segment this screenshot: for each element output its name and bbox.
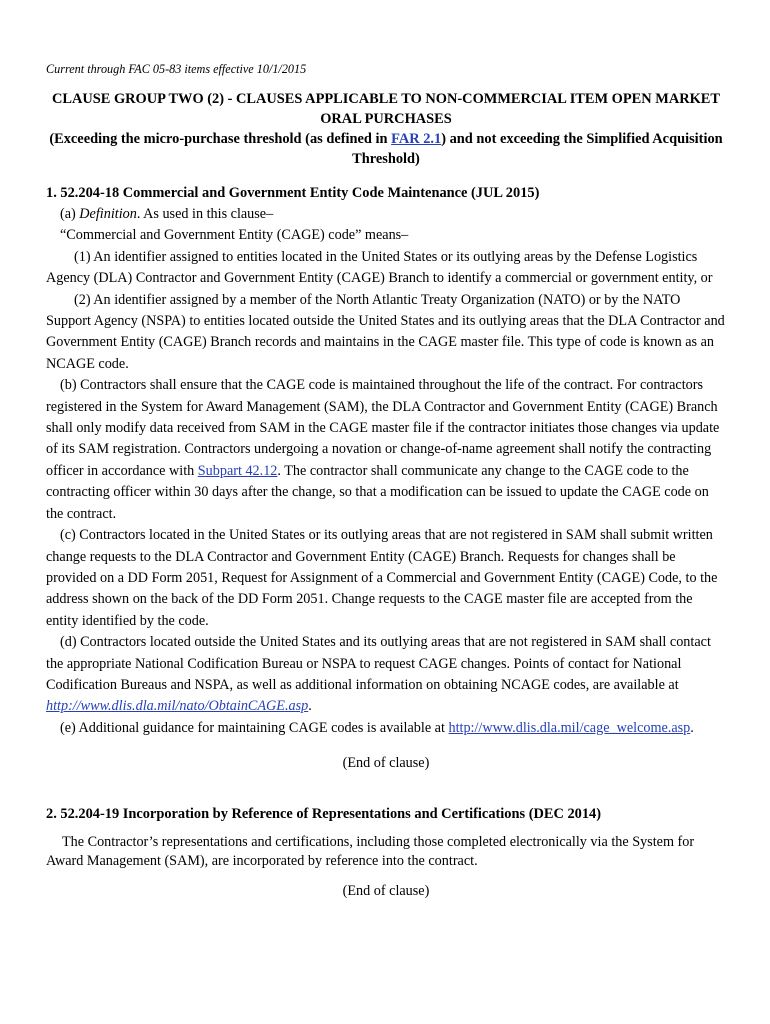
- section-1-heading: 1. 52.204-18 Commercial and Government Entity Code Maintenance (JUL 2015): [46, 185, 540, 201]
- paragraph-b-text-end: . The contractor shall communicate any change to the CAGE code to the contracting officer within 30 days after the change, so that a modification can be issued to update the CAGE code on the contract.: [46, 462, 709, 522]
- definition-term: Definition: [79, 206, 137, 222]
- definition-item-1: (1) An identifier assigned to entities located in the United States or its outlying areas by the Defense Logistics Agency (DLA) Contractor and Government Entity (CAGE) Branch to identify a commercial or government entity, or: [46, 248, 713, 287]
- cage-welcome-link[interactable]: http://www.dlis.dla.mil/cage_welcome.asp: [448, 719, 691, 736]
- paragraph-b: [46, 375, 726, 525]
- subpart-42-12-link[interactable]: Subpart 42.12: [197, 462, 278, 479]
- clause-group-title: [46, 89, 726, 169]
- paragraph-a-text: . As used in this clause–: [136, 206, 274, 222]
- far-2-1-link[interactable]: FAR 2.1: [391, 131, 442, 147]
- definition-item-2: (2) An identifier assigned by a member of the North Atlantic Treaty Organization (NATO) or by the NATO Support Agency (NSPA) to entities located outside the United States and its outlying areas that the DLA Contractor and Government Entity (CAGE) Branch records and maintains in the CAGE master file. This type of code is known as an NCAGE code.: [46, 291, 725, 372]
- paragraph-e: [46, 718, 726, 739]
- document-page: [46, 62, 726, 902]
- paragraph-b-text: (b) Contractors shall ensure that the CAGE code is maintained throughout the life of the contract. For contractors registered in the System for Award Management (SAM), the DLA Contractor and Government Entity (CAGE) Branch shall only modify data received from SAM in the CAGE master file if the contractor initiates those changes via update of its SAM registration. Contractors undergoing a novation or change-of-name agreement shall notify the contracting officer in accordance with: [46, 377, 720, 479]
- paragraph-c: (c) Contractors located in the United States or its outlying areas that are not registered in SAM shall submit written change requests to the DLA Contractor and Government Entity (CAGE) Branch. Requests for changes shall be provided on a DD Form 2051, Request for Assignment of a Commercial and Government Entity (CAGE) Code, to the address shown on the back of the DD Form 2051. Change requests to the CAGE master file are accepted from the entity identified by the code.: [46, 527, 718, 629]
- title-line-2: [46, 129, 726, 169]
- paragraph-d: [46, 632, 726, 718]
- paragraph-e-text: (e) Additional guidance for maintaining CAGE codes is available at: [60, 719, 449, 736]
- end-of-clause-2: (End of clause): [342, 883, 430, 900]
- end-of-clause-1: (End of clause): [342, 755, 430, 772]
- section-2-body: The Contractor’s representations and certifications, including those completed electronically via the System for Award Management (SAM), are incorporated by reference into the contract.: [46, 834, 695, 870]
- paragraph-e-text-end: .: [690, 719, 694, 736]
- paragraph-a: [46, 204, 726, 225]
- title-line-1: CLAUSE GROUP TWO (2) - CLAUSES APPLICABLE TO NON-COMMERCIAL ITEM OPEN MARKET ORAL PURCHASES: [51, 91, 721, 127]
- fac-currency-note: Current through FAC 05-83 items effective 10/1/2015: [46, 62, 307, 76]
- title-line-2-text: (Exceeding the micro-purchase threshold (as defined in: [49, 131, 392, 147]
- paragraph-d-text: (d) Contractors located outside the United States and its outlying areas that are not registered in SAM shall contact the appropriate National Codification Bureau or NSPA to request CAGE changes. Points of contact for National Codification Bureaus and NSPA, as well as additional information on obtaining NCAGE codes, are available at: [46, 634, 711, 693]
- cage-definition: “Commercial and Government Entity (CAGE) code” means–: [60, 227, 409, 244]
- paragraph-d-text-end: .: [308, 698, 312, 715]
- paragraph-a-label: (a): [60, 206, 80, 222]
- title-line-2-text-end: ) and not exceeding the Simplified Acquisition Threshold): [352, 131, 723, 167]
- section-2-heading: 2. 52.204-19 Incorporation by Reference of Representations and Certifications (DEC 2014): [46, 806, 602, 823]
- obtain-cage-link[interactable]: http://www.dlis.dla.mil/nato/ObtainCAGE.asp: [46, 698, 309, 715]
